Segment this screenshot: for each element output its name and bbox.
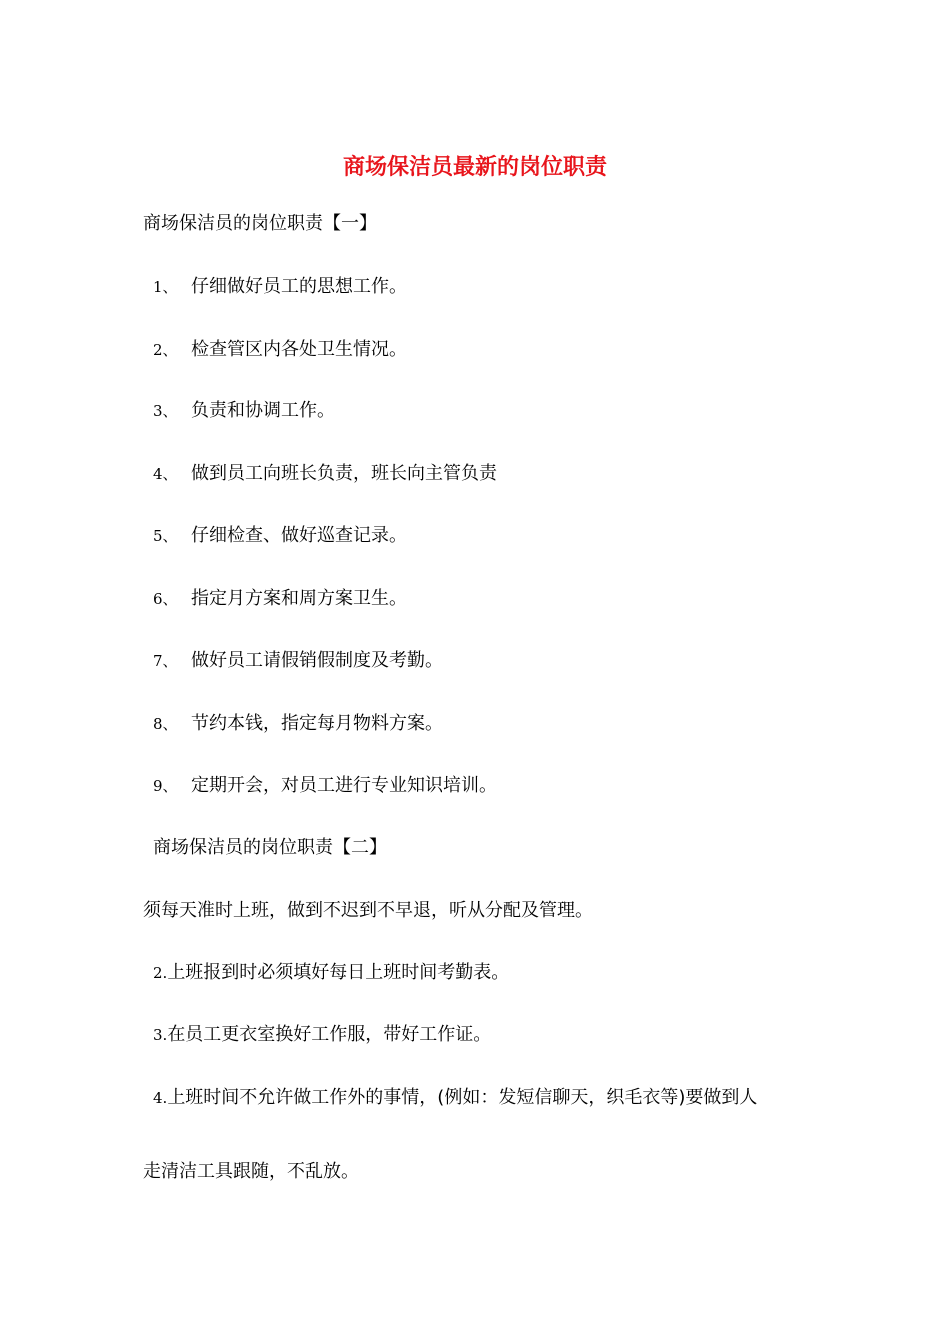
paragraph-text: 须每天准时上班，做到不迟到不早退，听从分配及管理。 bbox=[143, 900, 593, 921]
list-item-text: 做到员工向班长负责，班长向主管负责 bbox=[191, 463, 497, 484]
list-item-number: 7、 bbox=[153, 652, 178, 670]
list-item-text: 指定月方案和周方案卫生。 bbox=[191, 588, 407, 609]
list-item bbox=[153, 274, 407, 300]
paragraph-text: 上班报到时必须填好每日上班时间考勤表。 bbox=[167, 962, 510, 983]
list-item-number: 9、 bbox=[153, 777, 178, 795]
list-item-text: 仔细做好员工的思想工作。 bbox=[191, 276, 407, 297]
paragraph bbox=[153, 960, 509, 986]
list-item-text: 仔细检查、做好巡查记录。 bbox=[191, 525, 407, 546]
paragraph-number: 4. bbox=[153, 1089, 168, 1107]
paragraph-text: 在员工更衣室换好工作服，带好工作证。 bbox=[167, 1024, 492, 1045]
list-item-number: 2、 bbox=[153, 341, 178, 359]
list-item-text: 节约本钱，指定每月物料方案。 bbox=[191, 713, 443, 734]
list-item-number: 1、 bbox=[153, 278, 178, 296]
list-item-text: 做好员工请假销假制度及考勤。 bbox=[191, 650, 443, 671]
list-item bbox=[153, 461, 497, 487]
section-1-heading: 商场保洁员的岗位职责【一】 bbox=[143, 213, 377, 234]
list-item bbox=[153, 398, 335, 424]
paragraph-text: 走清洁工具跟随，不乱放。 bbox=[143, 1161, 359, 1182]
list-item-number: 3、 bbox=[153, 402, 178, 420]
paragraph bbox=[143, 898, 593, 924]
list-item-text: 检查管区内各处卫生情况。 bbox=[191, 339, 407, 360]
list-item bbox=[153, 648, 443, 674]
list-item-number: 8、 bbox=[153, 715, 178, 733]
paragraph bbox=[153, 1085, 757, 1111]
paragraph-number: 2. bbox=[153, 964, 168, 982]
paragraph bbox=[143, 1159, 359, 1185]
list-item-number: 5、 bbox=[153, 527, 178, 545]
section-2-heading: 商场保洁员的岗位职责【二】 bbox=[153, 837, 387, 858]
document-title: 商场保洁员最新的岗位职责 bbox=[342, 155, 607, 180]
list-item-number: 6、 bbox=[153, 590, 178, 608]
list-item bbox=[153, 337, 407, 363]
list-item-number: 4、 bbox=[153, 465, 178, 483]
list-item-text: 定期开会，对员工进行专业知识培训。 bbox=[191, 775, 497, 796]
paragraph-text: 上班时间不允许做工作外的事情，(例如：发短信聊天，织毛衣等)要做到人 bbox=[167, 1087, 758, 1108]
list-item bbox=[153, 586, 407, 612]
list-item bbox=[153, 711, 443, 737]
list-item bbox=[153, 523, 407, 549]
paragraph-number: 3. bbox=[153, 1026, 168, 1044]
paragraph bbox=[153, 1022, 491, 1048]
list-item bbox=[153, 773, 497, 799]
list-item-text: 负责和协调工作。 bbox=[191, 400, 335, 421]
